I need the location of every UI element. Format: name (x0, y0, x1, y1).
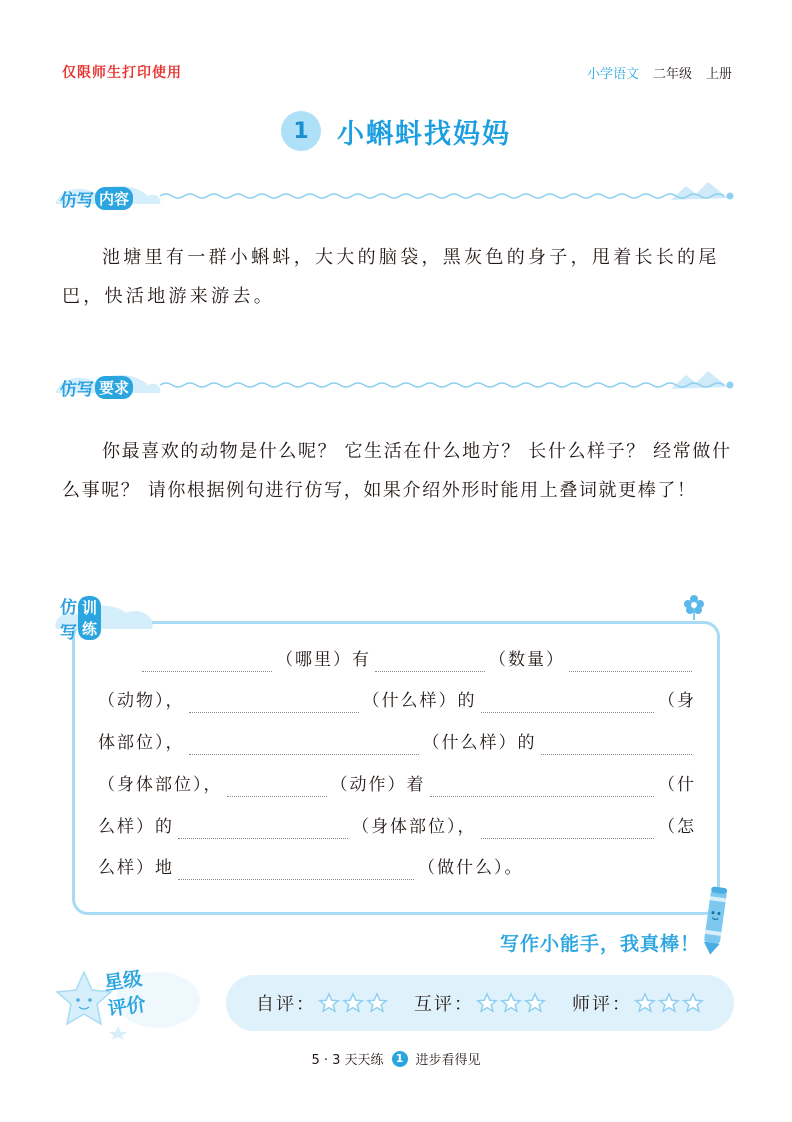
exercise-text: 么样）的 (98, 817, 174, 837)
section-label-boxed: 内容 (95, 187, 133, 210)
section-label-boxed: 训练 (78, 596, 101, 640)
blank-field[interactable] (189, 693, 359, 713)
footer-left-text: 5 · 3 天天练 (311, 1053, 384, 1068)
exercise-line-1 (98, 648, 696, 672)
star-rating[interactable] (318, 992, 388, 1014)
evaluation-bar (226, 975, 734, 1031)
exercise-text: （什么样）的 (422, 733, 537, 753)
exercise-text: （怎 (658, 817, 696, 837)
section-label (60, 373, 133, 401)
exercise-line-3 (98, 731, 696, 755)
star-icon[interactable] (366, 992, 388, 1014)
crayon-icon (700, 883, 730, 957)
self-evaluation (256, 990, 388, 1016)
blank-field[interactable] (178, 860, 414, 880)
badge-top-text: 星级 (102, 967, 144, 995)
requirement-paragraph: 你最喜欢的动物是什么呢？ 它生活在什么地方？ 长什么样子？ 经常做什么事呢？ 请你根据例句进行仿写，如果介绍外形时能用上叠词就更棒了！ (62, 441, 732, 501)
star-rating[interactable] (634, 992, 704, 1014)
lesson-title-block (0, 111, 792, 151)
exercise-line-6 (98, 856, 696, 880)
badge-bottom-text: 评价 (106, 993, 148, 1021)
star-icon[interactable] (318, 992, 340, 1014)
footer-right-text: 进步看得见 (415, 1053, 481, 1068)
star-rating[interactable] (476, 992, 546, 1014)
section-label-plain: 仿写 (60, 379, 94, 400)
section-label (60, 598, 101, 643)
exercise-line-2 (98, 689, 696, 713)
section-label-plain: 仿写 (60, 190, 94, 211)
watermark-text: 仅限师生打印使用 (62, 65, 182, 81)
star-icon[interactable] (682, 992, 704, 1014)
wave-divider-icon (56, 180, 740, 216)
blank-field[interactable] (481, 693, 655, 713)
exercise-text: （动物）， (98, 691, 185, 711)
exercise-text: （身体部位）， (98, 775, 223, 795)
footer-number-badge: 1 (392, 1051, 408, 1067)
peer-evaluation (414, 990, 546, 1016)
book-info (587, 63, 732, 82)
exercise-text: （哪里）有 (276, 650, 371, 670)
exercise-line-4 (98, 773, 696, 797)
wave-divider-icon (56, 369, 740, 405)
blank-field[interactable] (430, 777, 655, 797)
exercise-text: （做什么）。 (418, 858, 524, 878)
lesson-title: 小蝌蚪找妈妈 (337, 118, 511, 150)
star-badge-text (103, 966, 148, 1023)
star-icon[interactable] (658, 992, 680, 1014)
exercise-text: （动作）着 (330, 775, 426, 795)
exercise-text: 么样）地 (98, 858, 174, 878)
slogan-text: 写作小能手，我真棒！ (499, 933, 700, 955)
blank-field[interactable] (189, 735, 419, 755)
exercise-text: （数量） (489, 650, 565, 670)
star-icon[interactable] (500, 992, 522, 1014)
exercise-text: （什么样）的 (362, 691, 477, 711)
blank-field[interactable] (142, 652, 272, 672)
section-label-boxed: 要求 (95, 376, 133, 399)
star-icon[interactable] (634, 992, 656, 1014)
star-icon[interactable] (524, 992, 546, 1014)
blank-field[interactable] (481, 819, 655, 839)
self-eval-label: 自评： (256, 994, 316, 1015)
section-label-plain: 仿写 (60, 598, 77, 643)
section-label (60, 184, 133, 212)
blank-field[interactable] (541, 735, 693, 755)
blank-field[interactable] (227, 777, 327, 797)
exercise-text: 体部位）， (98, 733, 185, 753)
exercise-line-5 (98, 815, 696, 839)
section-header-content (56, 180, 740, 216)
lesson-number-badge: 1 (281, 111, 321, 151)
exercise-text: （身体部位）， (352, 817, 477, 837)
term-label: 上册 (705, 67, 732, 82)
peer-eval-label: 互评： (414, 994, 474, 1015)
flower-icon (683, 594, 705, 620)
content-paragraph: 池塘里有一群小蝌蚪，大大的脑袋，黑灰色的身子，甩着长长的尾巴，快活地游来游去。 (62, 247, 720, 307)
star-icon[interactable] (342, 992, 364, 1014)
teacher-evaluation (572, 990, 704, 1016)
blank-field[interactable] (569, 652, 692, 672)
exercise-text: （身 (658, 691, 696, 711)
grade-label: 二年级 (652, 67, 692, 82)
subject-label: 小学语文 (586, 67, 639, 82)
blank-field[interactable] (178, 819, 348, 839)
teacher-eval-label: 师评： (572, 994, 632, 1015)
page-footer (0, 1049, 792, 1068)
blank-field[interactable] (375, 652, 485, 672)
exercise-text: （什 (658, 775, 696, 795)
section-header-requirement (56, 369, 740, 405)
star-icon[interactable] (476, 992, 498, 1014)
